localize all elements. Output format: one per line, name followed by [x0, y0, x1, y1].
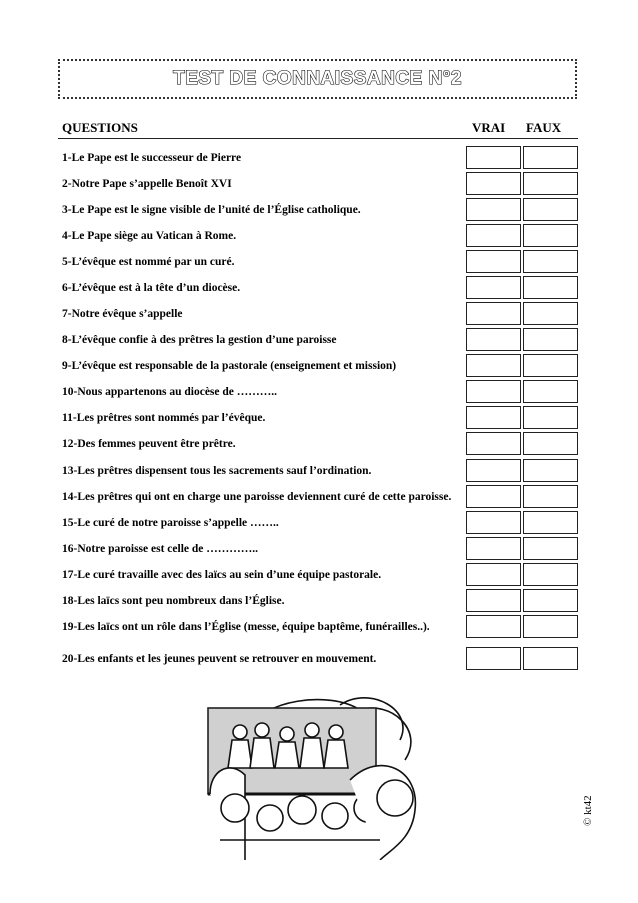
vrai-checkbox[interactable]	[466, 302, 521, 325]
question-text: 9-L’évêque est responsable de la pastorale (enseignement et mission)	[62, 360, 397, 372]
vrai-checkbox[interactable]	[466, 406, 521, 429]
vrai-header: VRAI	[472, 120, 506, 135]
question-text: 3-Le Pape est le signe visible de l’unité de l’Église catholique.	[62, 204, 361, 216]
faux-checkbox[interactable]	[523, 563, 578, 586]
question-text: 10-Nous appartenons au diocèse de ………..	[62, 386, 278, 398]
vrai-checkbox[interactable]	[466, 172, 521, 195]
vrai-checkbox[interactable]	[466, 198, 521, 221]
vrai-checkbox[interactable]	[466, 224, 521, 247]
vrai-checkbox[interactable]	[466, 647, 521, 670]
vrai-checkbox[interactable]	[466, 589, 521, 612]
faux-checkbox[interactable]	[523, 432, 578, 455]
question-text: 20-Les enfants et les jeunes peuvent se retrouver en mouvement.	[62, 653, 377, 665]
questions-header: QUESTIONS	[62, 120, 138, 135]
faux-checkbox[interactable]	[523, 276, 578, 299]
question-text: 11-Les prêtres sont nommés par l’évêque.	[62, 412, 266, 424]
question-text: 1-Le Pape est le successeur de Pierre	[62, 152, 242, 164]
vrai-checkbox[interactable]	[466, 459, 521, 482]
vrai-checkbox[interactable]	[466, 354, 521, 377]
question-text: 8-L’évêque confie à des prêtres la gestion d’une paroisse	[62, 334, 337, 346]
question-text: 5-L’évêque est nommé par un curé.	[62, 256, 235, 268]
question-text: 6-L’évêque est à la tête d’un diocèse.	[62, 282, 241, 294]
vrai-checkbox[interactable]	[466, 615, 521, 638]
faux-checkbox[interactable]	[523, 459, 578, 482]
faux-checkbox[interactable]	[523, 647, 578, 670]
vrai-checkbox[interactable]	[466, 250, 521, 273]
faux-checkbox[interactable]	[523, 615, 578, 638]
question-text: 17-Le curé travaille avec des laïcs au sein d’une équipe pastorale.	[62, 569, 382, 581]
children-illustration	[190, 690, 430, 860]
faux-checkbox[interactable]	[523, 589, 578, 612]
vrai-checkbox[interactable]	[466, 276, 521, 299]
question-text: 16-Notre paroisse est celle de …………..	[62, 543, 258, 555]
faux-checkbox[interactable]	[523, 146, 578, 169]
page-title: TEST DE CONNAISSANCE N°2	[173, 68, 462, 89]
vrai-checkbox[interactable]	[466, 485, 521, 508]
question-text: 19-Les laïcs ont un rôle dans l’Église (messe, équipe baptême, funérailles..).	[62, 621, 430, 633]
faux-checkbox[interactable]	[523, 380, 578, 403]
faux-checkbox[interactable]	[523, 302, 578, 325]
faux-checkbox[interactable]	[523, 328, 578, 351]
faux-checkbox[interactable]	[523, 511, 578, 534]
faux-checkbox[interactable]	[523, 172, 578, 195]
faux-checkbox[interactable]	[523, 406, 578, 429]
question-text: 15-Le curé de notre paroisse s’appelle ……..	[62, 517, 279, 529]
copyright-mark: © kt42	[582, 795, 594, 826]
question-text: 14-Les prêtres qui ont en charge une paroisse deviennent curé de cette paroisse.	[62, 491, 452, 503]
faux-checkbox[interactable]	[523, 485, 578, 508]
faux-checkbox[interactable]	[523, 354, 578, 377]
vrai-checkbox[interactable]	[466, 537, 521, 560]
illustration-drawing	[190, 690, 430, 860]
question-text: 4-Le Pape siège au Vatican à Rome.	[62, 230, 237, 242]
vrai-checkbox[interactable]	[466, 146, 521, 169]
question-text: 12-Des femmes peuvent être prêtre.	[62, 438, 236, 450]
question-text: 18-Les laïcs sont peu nombreux dans l’Église.	[62, 595, 285, 607]
faux-header: FAUX	[526, 120, 562, 135]
faux-checkbox[interactable]	[523, 198, 578, 221]
header-rule	[58, 138, 578, 139]
question-text: 2-Notre Pape s’appelle Benoît XVI	[62, 178, 232, 190]
faux-checkbox[interactable]	[523, 537, 578, 560]
faux-checkbox[interactable]	[523, 250, 578, 273]
vrai-checkbox[interactable]	[466, 328, 521, 351]
question-text: 7-Notre évêque s’appelle	[62, 308, 183, 320]
vrai-checkbox[interactable]	[466, 511, 521, 534]
faux-checkbox[interactable]	[523, 224, 578, 247]
title-frame	[58, 59, 577, 99]
vrai-checkbox[interactable]	[466, 563, 521, 586]
question-text: 13-Les prêtres dispensent tous les sacrements sauf l’ordination.	[62, 465, 372, 477]
vrai-checkbox[interactable]	[466, 432, 521, 455]
vrai-checkbox[interactable]	[466, 380, 521, 403]
